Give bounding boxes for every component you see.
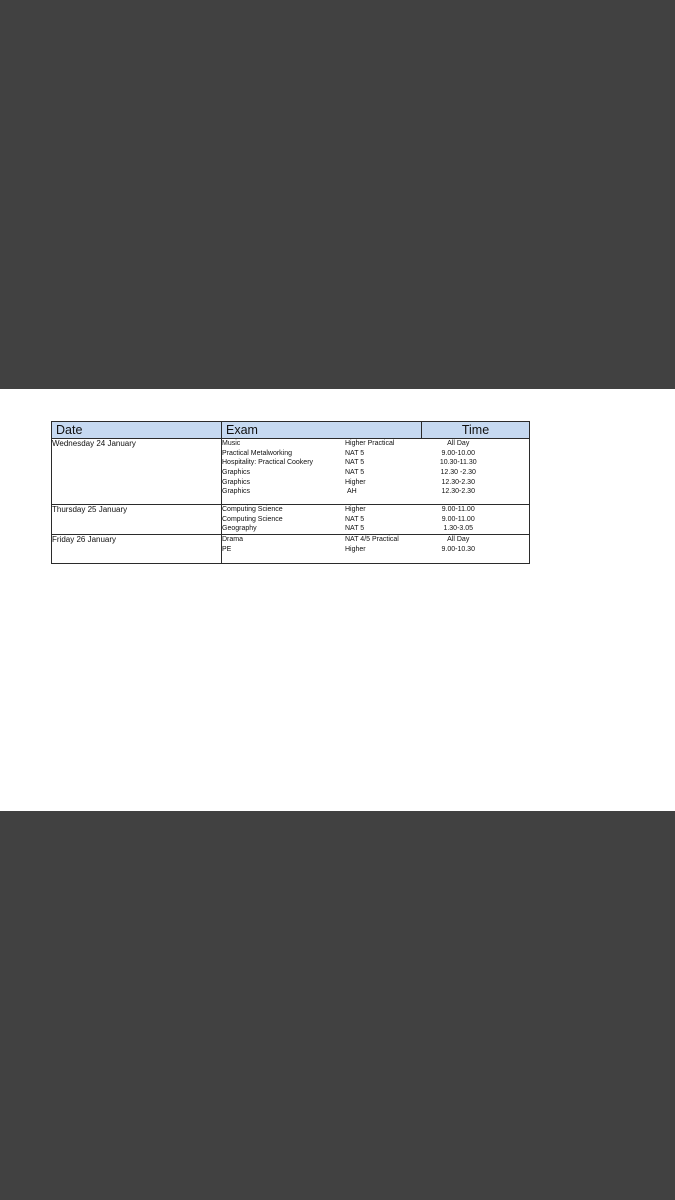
time-cell bbox=[422, 439, 530, 505]
date-cell: Thursday 25 January bbox=[52, 505, 222, 535]
exam-subject: Computing Science bbox=[222, 515, 283, 523]
exam-line bbox=[222, 545, 422, 555]
exam-time: 9.00-10.00 bbox=[441, 449, 475, 457]
exam-time: All Day bbox=[447, 440, 470, 447]
document-page bbox=[0, 389, 675, 811]
exam-line bbox=[222, 487, 422, 497]
exam-time: All Day bbox=[447, 536, 470, 544]
exam-line bbox=[222, 505, 422, 515]
table-row bbox=[52, 505, 530, 535]
exam-level: AH bbox=[347, 488, 357, 496]
exam-subject: Drama bbox=[222, 536, 244, 544]
exam-time: 9.00-11.00 bbox=[441, 506, 475, 513]
exam-level: Higher Practical bbox=[345, 440, 395, 447]
exam-time: 12.30-2.30 bbox=[441, 478, 475, 486]
exam-subject: Practical Metalworking bbox=[222, 449, 293, 457]
exam-subject: Hospitality: Practical Cookery bbox=[222, 459, 314, 467]
exam-cell bbox=[222, 505, 422, 535]
exam-cell bbox=[222, 439, 422, 505]
exam-level: NAT 4/5 Practical bbox=[345, 536, 399, 544]
exam-line bbox=[222, 515, 422, 525]
exam-time: 1.30-3.05 bbox=[443, 525, 474, 533]
exam-level: Higher bbox=[345, 478, 366, 486]
exam-cell bbox=[222, 535, 422, 564]
exam-level: Higher bbox=[345, 506, 366, 513]
exam-timetable bbox=[51, 421, 530, 564]
exam-subject: Graphics bbox=[222, 478, 251, 486]
exam-line bbox=[222, 449, 422, 459]
exam-time: 12.30-2.30 bbox=[441, 488, 475, 496]
exam-level: NAT 5 bbox=[345, 449, 365, 457]
date-cell: Wednesday 24 January bbox=[52, 439, 222, 505]
exam-time: 9.00-11.00 bbox=[441, 515, 475, 523]
time-cell bbox=[422, 535, 530, 564]
table-row bbox=[52, 439, 530, 505]
date-cell: Friday 26 January bbox=[52, 535, 222, 564]
exam-subject: Graphics bbox=[222, 469, 251, 477]
exam-time: 12.30 -2.30 bbox=[440, 469, 476, 477]
exam-level: NAT 5 bbox=[345, 525, 365, 533]
exam-subject: Music bbox=[222, 440, 241, 447]
exam-line bbox=[222, 439, 422, 449]
table-header-row bbox=[52, 422, 530, 439]
exam-level: NAT 5 bbox=[345, 459, 365, 467]
exam-line bbox=[222, 468, 422, 478]
exam-subject: PE bbox=[222, 545, 232, 553]
exam-line bbox=[222, 535, 422, 545]
time-header: Time bbox=[422, 422, 530, 439]
exam-level: NAT 5 bbox=[345, 469, 365, 477]
exam-time: 9.00-10.30 bbox=[441, 545, 475, 553]
exam-level: NAT 5 bbox=[345, 515, 365, 523]
exam-line bbox=[222, 524, 422, 534]
exam-subject: Geography bbox=[222, 525, 257, 533]
exam-line bbox=[222, 478, 422, 488]
exam-time: 10.30-11.30 bbox=[439, 459, 477, 467]
exam-subject: Graphics bbox=[222, 488, 251, 496]
time-cell bbox=[422, 505, 530, 535]
exam-header: Exam bbox=[222, 422, 422, 439]
exam-subject: Computing Science bbox=[222, 506, 283, 513]
date-header: Date bbox=[52, 422, 222, 439]
exam-level: Higher bbox=[345, 545, 366, 553]
table-row bbox=[52, 535, 530, 564]
exam-line bbox=[222, 458, 422, 468]
